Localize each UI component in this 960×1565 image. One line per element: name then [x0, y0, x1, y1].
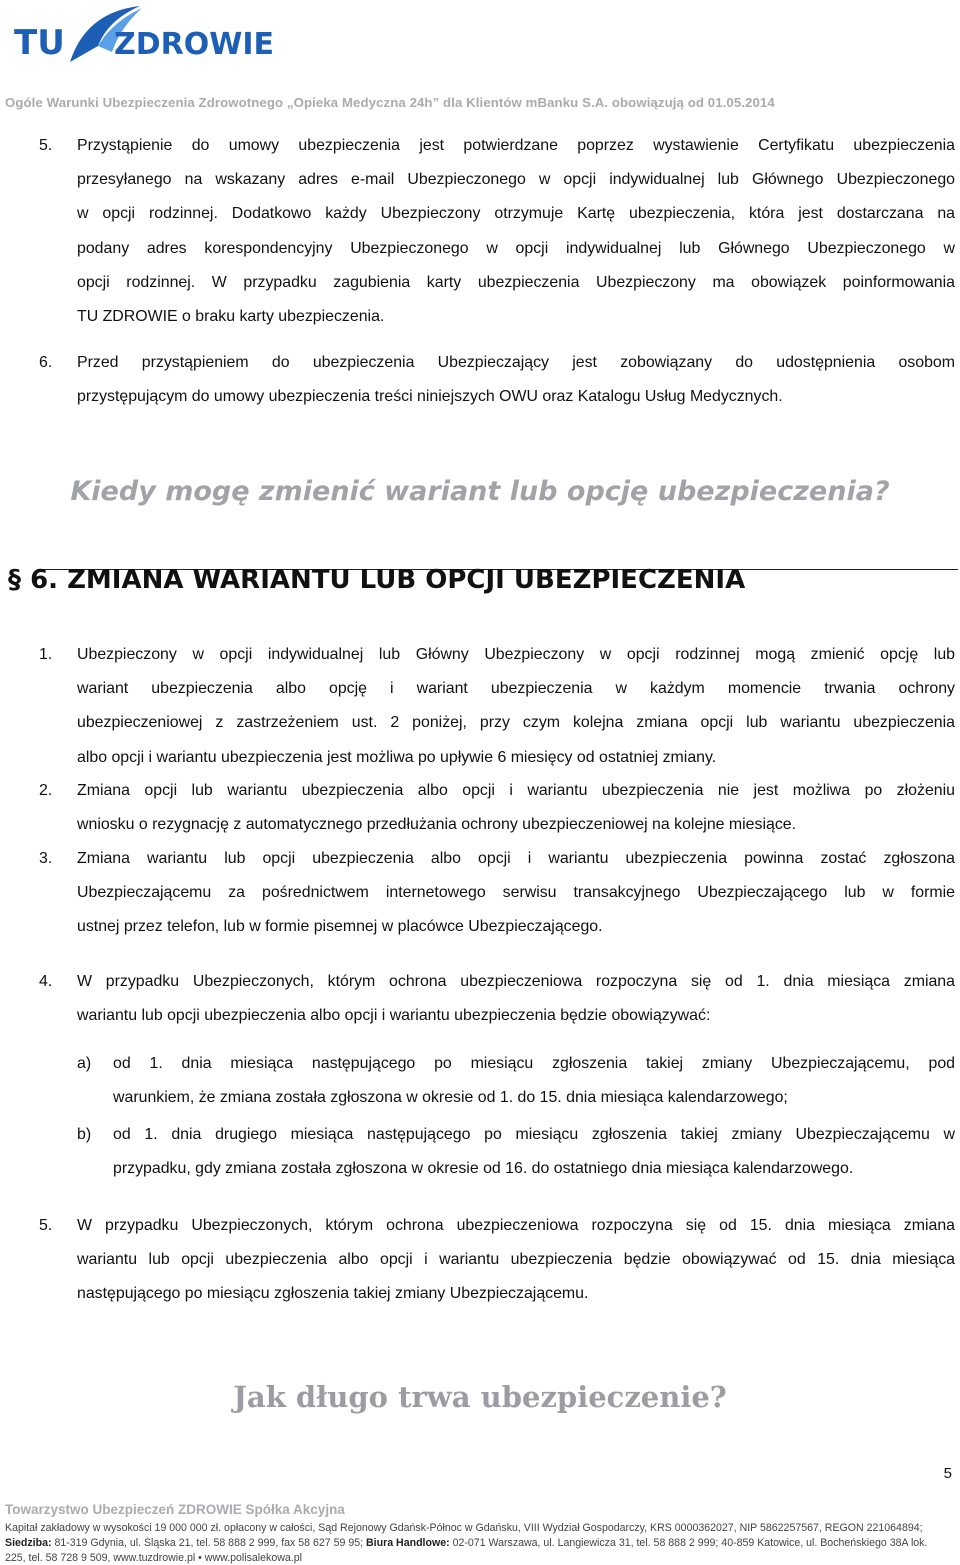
page-number: 5: [943, 1465, 952, 1482]
text-line: od 1. dnia miesiąca następującego po miesiącu zgłoszenia takiej zmiany Ubezpieczającemu, pod: [113, 1055, 955, 1072]
item-number: 3.: [39, 850, 53, 867]
text-line: przystępującym do umowy ubezpieczenia treści niniejszych OWU oraz Katalogu Usług Medycznych.: [77, 388, 783, 406]
text-line: TU ZDROWIE o braku karty ubezpieczenia.: [77, 308, 385, 326]
item-number: a): [77, 1055, 92, 1072]
section-symbol: §: [8, 565, 21, 595]
item-text: [113, 1047, 955, 1115]
text-line: od 1. dnia drugiego miesiąca następującego po miesiącu zgłoszenia takiej zmiany Ubezpieczającemu w: [113, 1126, 955, 1143]
document-subtitle: Ogóle Warunki Ubezpieczenia Zdrowotnego „Opieka Medyczna 24h” dla Klientów mBanku S.A. obowiązują od 01.05.2014: [5, 95, 775, 110]
text-line: ustnej przez telefon, lub w formie pisemnej w placówce Ubezpieczającego.: [77, 918, 603, 936]
item-number: 4.: [39, 973, 53, 990]
footer-biura-label: Biura Handlowe:: [366, 1537, 450, 1549]
footer-line-3: 225, tel. 58 728 9 509, www.tuzdrowie.pl • www.polisalekowa.pl: [5, 1552, 302, 1564]
text-line: Zmiana wariantu lub opcji ubezpieczenia albo opcji i wariantu ubezpieczenia powinna zostać zgłoszona: [77, 850, 955, 867]
item-text: [77, 842, 955, 945]
text-line: opcji rodzinnej. W przypadku zagubienia karty ubezpieczenia Ubezpieczony ma obowiązek poinformowania: [77, 273, 955, 291]
text-line: przesyłanego na wskazany adres e-mail Ubezpieczonego w opcji indywidualnej lub Głównego Ubezpieczonego: [77, 171, 955, 189]
footer-company: Towarzystwo Ubezpieczeń ZDROWIE Spółka Akcyjna: [5, 1502, 345, 1517]
item-text: [77, 965, 955, 1033]
text-line: albo opcji i wariantu ubezpieczenia jest możliwa po upływie 6 miesięcy od ostatniej zmiany.: [77, 748, 717, 766]
section-title: 6. ZMIANA WARIANTU LUB OPCJI UBEZPIECZENIA: [30, 565, 746, 595]
text-line: następującego po miesiącu zgłoszenia takiej zmiany Ubezpieczającemu.: [77, 1285, 589, 1303]
footer-siedziba-label: Siedziba:: [5, 1537, 52, 1549]
svg-text:ZDROWIE: ZDROWIE: [114, 27, 275, 62]
question-heading-2: Jak długo trwa ubezpieczenie?: [233, 1380, 727, 1414]
text-line: ubezpieczeniowej z zastrzeżeniem ust. 2 poniżej, przy czym kolejna zmiana opcji lub wariantu ubezpieczenia: [77, 714, 955, 732]
item-text: [77, 346, 955, 414]
item-text: [113, 1118, 955, 1186]
footer-line-1: Kapitał zakładowy w wysokości 19 000 000 zł. opłacony w całości, Sąd Rejonowy Gdańsk-Północ w Gdańsku, VIII Wydział Gospodarczy, KRS 0000362027, NIP 5862257567, REGON 221064894;: [5, 1522, 923, 1534]
text-line: w opcji rodzinnej. Dodatkowo każdy Ubezpieczony otrzymuje Kartę ubezpieczenia, która jest dostarczana na: [77, 205, 955, 223]
item-number: 5.: [39, 137, 53, 154]
item-number: 5.: [39, 1217, 53, 1234]
text-line: Ubezpieczającemu za pośrednictwem internetowego serwisu transakcyjnego Ubezpieczającego lub w formie: [77, 884, 955, 902]
item-text: [77, 774, 955, 842]
text-line: Przystąpienie do umowy ubezpieczenia jest potwierdzane poprzez wystawienie Certyfikatu ubezpieczenia: [77, 137, 955, 154]
logo-graphic: [12, 2, 312, 74]
section-heading: [8, 565, 745, 595]
text-line: wariantu lub opcji ubezpieczenia albo opcji i wariantu ubezpieczenia będzie obowiązywać od 15. dnia miesiąca: [77, 1251, 955, 1269]
text-line: podany adres korespondencyjny Ubezpieczonego w opcji indywidualnej lub Głównego Ubezpieczonego w: [77, 239, 955, 257]
text-line: warunkiem, że zmiana została zgłoszona w okresie od 1. do 15. dnia miesiąca kalendarzowego;: [113, 1089, 788, 1107]
text-line: wniosku o rezygnację z automatycznego przedłużania ochrony ubezpieczeniowej na kolejne miesiące.: [77, 816, 797, 834]
text-line: Zmiana opcji lub wariantu ubezpieczenia albo opcji i wariantu ubezpieczenia nie jest możliwa po złożeniu: [77, 782, 955, 799]
question-heading-1: Kiedy mogę zmienić wariant lub opcję ubezpieczenia?: [70, 476, 890, 507]
tu-zdrowie-logo: [12, 2, 312, 74]
footer-siedziba: 81-319 Gdynia, ul. Śląska 21, tel. 58 888 2 999, fax 58 627 59 95;: [51, 1537, 367, 1549]
text-line: wariantu lub opcji ubezpieczenia albo opcji i wariantu ubezpieczenia będzie obowiązywać:: [77, 1007, 711, 1025]
svg-text:TU: TU: [14, 23, 65, 63]
item-text: [77, 638, 955, 775]
text-line: W przypadku Ubezpieczonych, którym ochrona ubezpieczeniowa rozpoczyna się od 1. dnia miesiąca zmiana: [77, 973, 955, 990]
item-text: [77, 129, 955, 334]
item-text: [77, 1209, 955, 1312]
item-number: 1.: [39, 646, 53, 663]
footer-biura: 02-071 Warszawa, ul. Langiewicza 31, tel. 58 888 2 999; 40-859 Katowice, ul. Bocheńskiego 38A lok.: [449, 1537, 928, 1549]
item-number: 6.: [39, 354, 53, 371]
item-number: 2.: [39, 782, 53, 799]
text-line: wariant ubezpieczenia albo opcję i wariant ubezpieczenia w każdym momencie trwania ochrony: [77, 680, 955, 698]
text-line: przypadku, gdy zmiana została zgłoszona w okresie od 16. do ostatniego dnia miesiąca kalendarzowego.: [113, 1160, 854, 1178]
footer-line-2: [5, 1537, 960, 1549]
text-line: Ubezpieczony w opcji indywidualnej lub Główny Ubezpieczony w opcji rodzinnej mogą zmienić opcję lub: [77, 646, 955, 663]
text-line: Przed przystąpieniem do ubezpieczenia Ubezpieczający jest zobowiązany do udostępnienia osobom: [77, 354, 955, 371]
item-number: b): [77, 1126, 92, 1143]
text-line: W przypadku Ubezpieczonych, którym ochrona ubezpieczeniowa rozpoczyna się od 15. dnia miesiąca zmiana: [77, 1217, 955, 1234]
